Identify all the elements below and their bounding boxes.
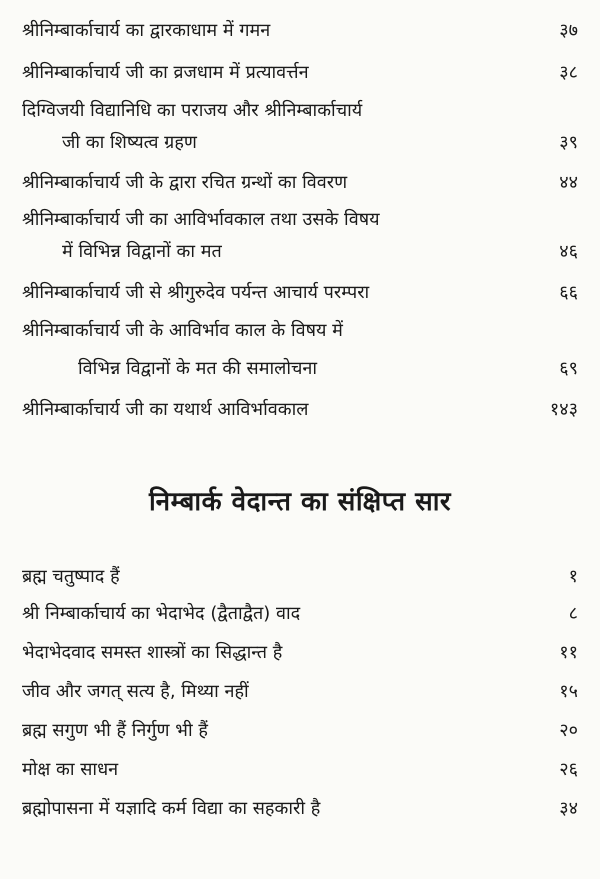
toc-entry-title-continued: में विभिन्न विद्वानों का मत bbox=[62, 241, 222, 262]
toc-entry-page: ६६ bbox=[559, 282, 578, 303]
toc-entry-title: भेदाभेदवाद समस्त शास्त्रों का सिद्धान्त है bbox=[22, 642, 283, 663]
toc-entry-page: ४४ bbox=[559, 172, 578, 193]
toc-entry-title: श्रीनिम्बार्काचार्य जी से श्रीगुरुदेव पर्यन्त आचार्य परम्परा bbox=[22, 282, 370, 303]
toc-entry-page: ३७ bbox=[559, 20, 578, 41]
toc-entry-page: ३९ bbox=[559, 132, 578, 153]
toc-entry-page: ३४ bbox=[559, 798, 578, 819]
toc-entry-title: ब्रह्मोपासना में यज्ञादि कर्म विद्या का सहकारी है bbox=[22, 798, 321, 819]
toc-entry-page: १४३ bbox=[549, 399, 578, 420]
toc-entry-page: ८ bbox=[568, 603, 578, 624]
toc-entry-title: दिग्विजयी विद्यानिधि का पराजय और श्रीनिम्बार्काचार्य bbox=[22, 100, 363, 121]
toc-entry-title: श्रीनिम्बार्काचार्य जी के आविर्भाव काल के विषय में bbox=[22, 320, 343, 341]
toc-entry-page: ६९ bbox=[559, 358, 578, 379]
toc-entry-page: २० bbox=[559, 720, 578, 741]
toc-entry-title: श्रीनिम्बार्काचार्य जी का आविर्भावकाल तथा उसके विषय bbox=[22, 209, 380, 230]
toc-entry-page: १५ bbox=[559, 681, 578, 702]
toc-entry-title-continued: जी का शिष्यत्व ग्रहण bbox=[62, 132, 197, 153]
toc-entry-title: श्रीनिम्बार्काचार्य जी के द्वारा रचित ग्रन्थों का विवरण bbox=[22, 172, 348, 193]
toc-entry-title: ब्रह्म चतुष्पाद हैं bbox=[22, 566, 120, 587]
toc-entry-page: १ bbox=[568, 566, 578, 587]
toc-entry-title: श्रीनिम्बार्काचार्य जी का व्रजधाम में प्रत्यावर्त्तन bbox=[22, 62, 309, 83]
toc-entry-page: २६ bbox=[559, 759, 578, 780]
toc-entry-page: ३८ bbox=[559, 62, 578, 83]
toc-entry-page: ११ bbox=[559, 642, 578, 663]
toc-entry-title: मोक्ष का साधन bbox=[22, 759, 119, 780]
toc-entry-title: श्रीनिम्बार्काचार्य जी का यथार्थ आविर्भावकाल bbox=[22, 399, 309, 420]
toc-entry-page: ४६ bbox=[559, 241, 578, 262]
section-heading: निम्बार्क वेदान्त का संक्षिप्त सार bbox=[148, 487, 452, 517]
toc-entry-title: श्रीनिम्बार्काचार्य का द्वारकाधाम में गमन bbox=[22, 20, 271, 41]
toc-entry-title: जीव और जगत् सत्य है, मिथ्या नहीं bbox=[22, 681, 249, 702]
toc-entry-title: श्री निम्बार्काचार्य का भेदाभेद (द्वैताद्वैत) वाद bbox=[22, 603, 301, 624]
toc-entry-title-continued: विभिन्न विद्वानों के मत की समालोचना bbox=[78, 358, 318, 379]
toc-entry-title: ब्रह्म सगुण भी हैं निर्गुण भी हैं bbox=[22, 720, 208, 741]
